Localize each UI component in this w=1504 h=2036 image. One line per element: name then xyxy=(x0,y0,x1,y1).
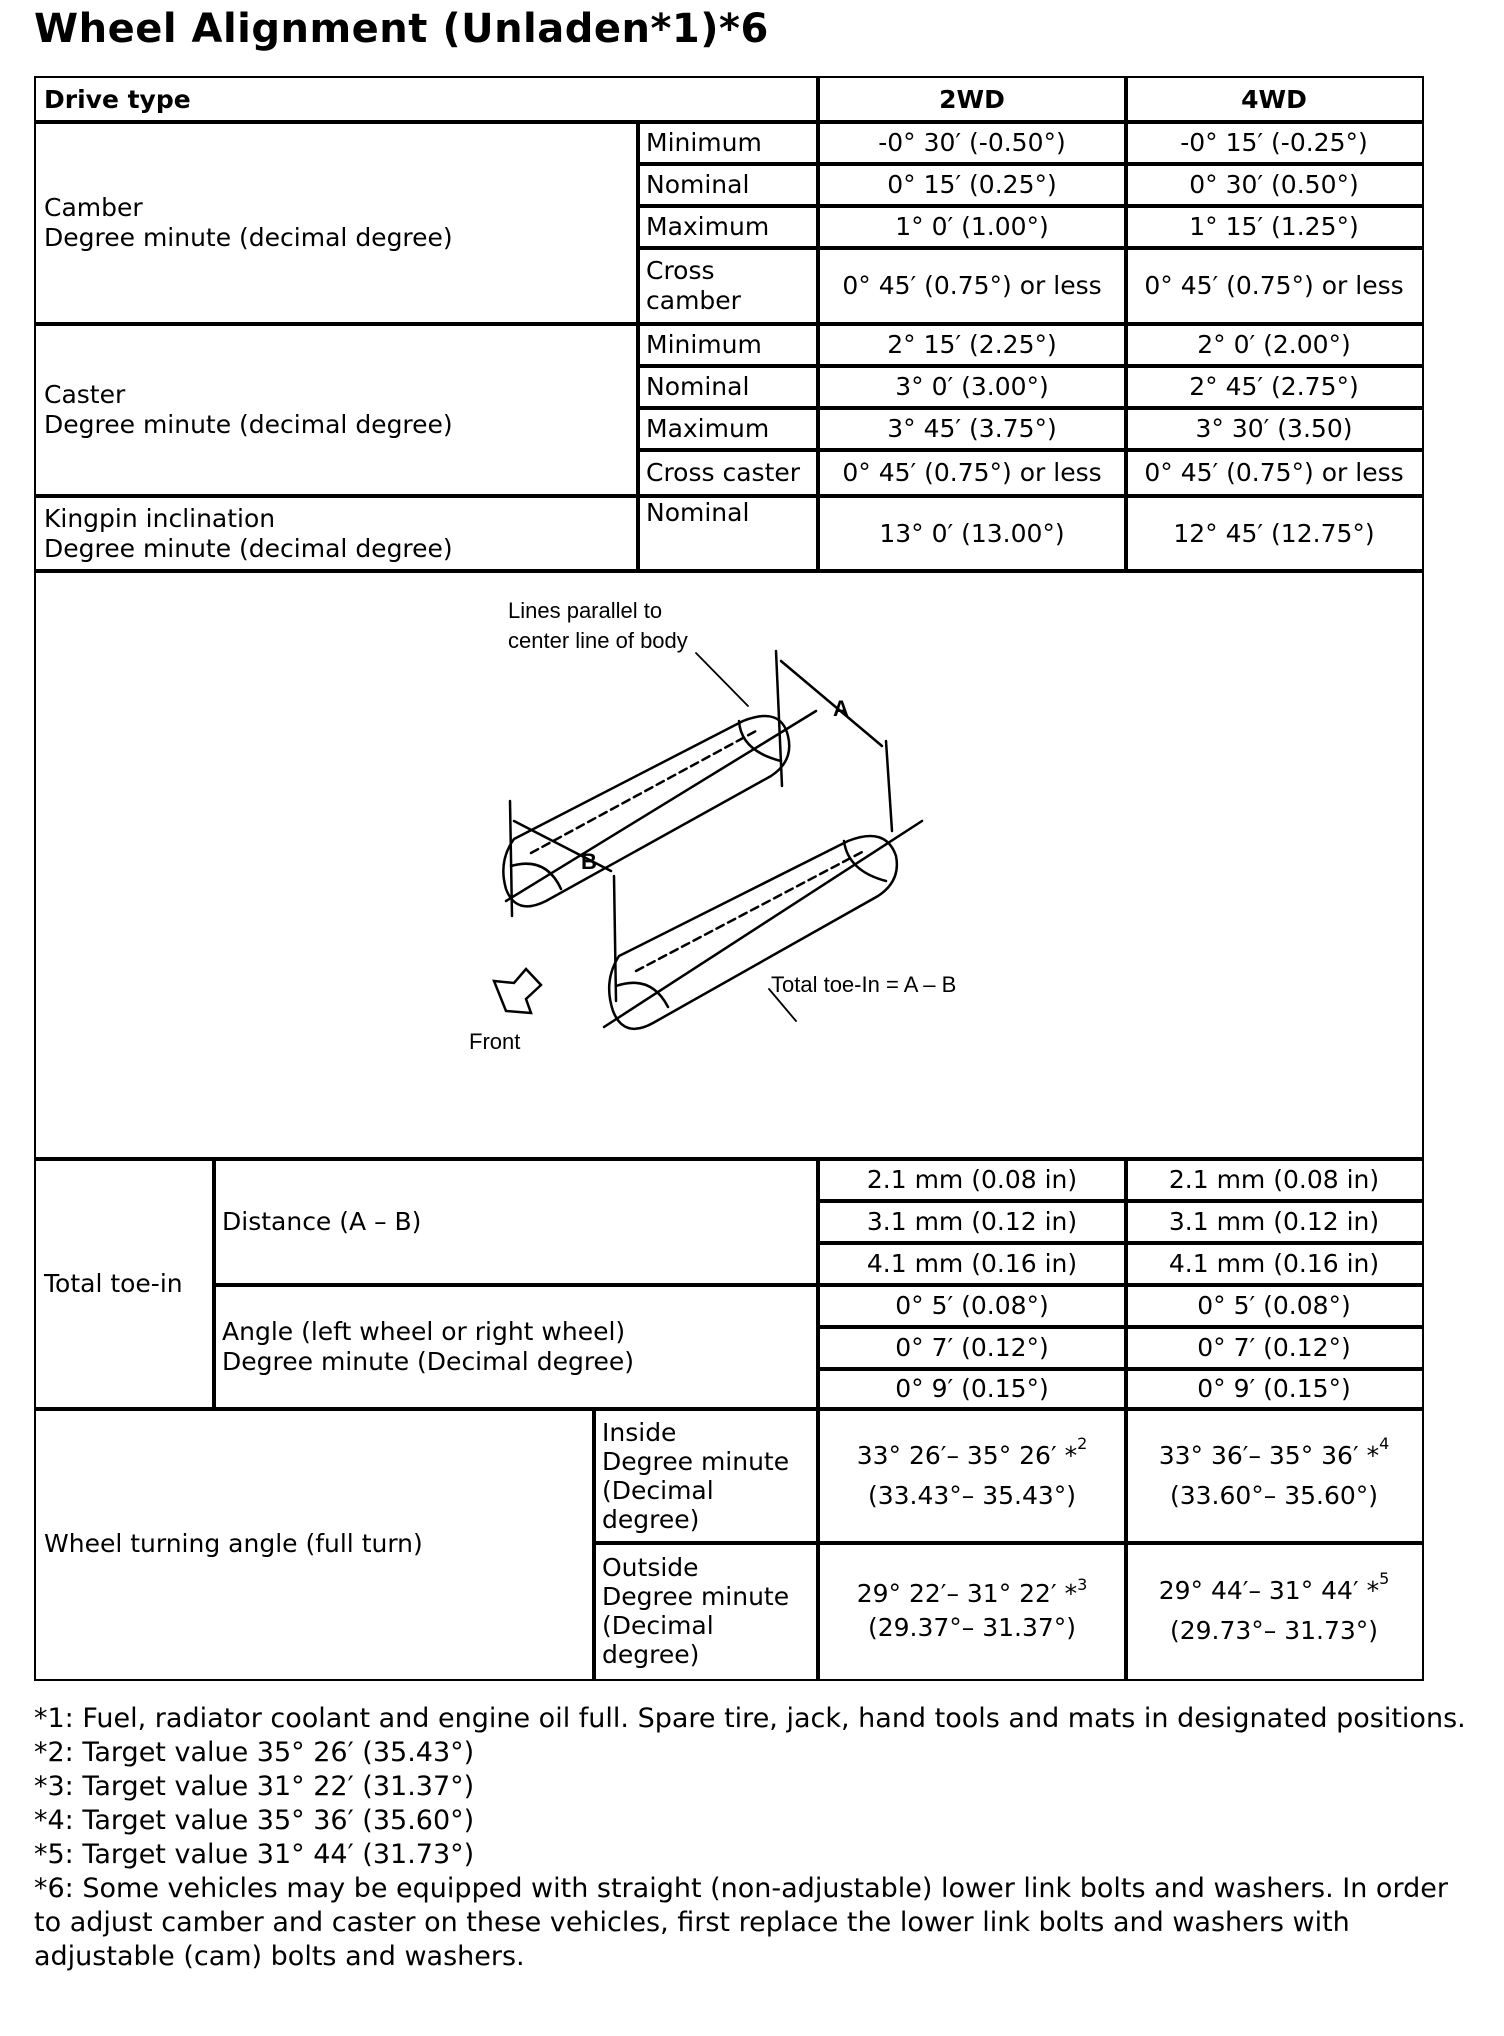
toe-angle-2-4wd: 0° 7′ (0.12°) xyxy=(1124,1325,1424,1371)
kingpin-label xyxy=(34,494,640,573)
caster-cross-4wd: 0° 45′ (0.75°) or less xyxy=(1124,448,1424,498)
footnotes xyxy=(34,1702,1474,1974)
a-dimension-line xyxy=(781,661,882,746)
turning-outside-4wd-deg: 29° 44′– 31° 44′ * xyxy=(1158,1576,1380,1605)
toe-angle-1-2wd: 0° 5′ (0.08°) xyxy=(816,1283,1128,1329)
camber-label-line2: Degree minute (decimal degree) xyxy=(44,223,453,252)
diagram-label-front: Front xyxy=(469,1029,521,1054)
camber-max-label: Maximum xyxy=(636,204,820,250)
footnote-4: *4: Target value 35° 36′ (35.60°) xyxy=(34,1805,475,1836)
camber-min-4wd: -0° 15′ (-0.25°) xyxy=(1124,120,1424,166)
kingpin-label-line1: Kingpin inclination xyxy=(44,503,276,533)
page-title: Wheel Alignment (Unladen*1)*6 xyxy=(34,6,769,52)
camber-label-line1: Camber xyxy=(44,193,143,222)
toe-distance-1-2wd: 2.1 mm (0.08 in) xyxy=(816,1157,1128,1203)
caster-cross-2wd: 0° 45′ (0.75°) or less xyxy=(816,448,1128,498)
turning-outside-label xyxy=(592,1541,820,1681)
caster-label-line1: Caster xyxy=(44,380,126,409)
toe-angle-3-4wd: 0° 9′ (0.15°) xyxy=(1124,1367,1424,1411)
camber-label xyxy=(34,120,640,326)
turning-inside-l1: Inside xyxy=(602,1418,677,1447)
toe-in-angle-label-line2: Degree minute (Decimal degree) xyxy=(222,1347,635,1376)
turning-inside-l2: Degree minute xyxy=(602,1447,790,1476)
kingpin-nominal-label: Nominal xyxy=(636,494,820,573)
turning-inside-label xyxy=(592,1407,820,1545)
footnote-3: *3: Target value 31° 22′ (31.37°) xyxy=(34,1771,475,1802)
header-4wd: 4WD xyxy=(1124,76,1424,124)
caster-max-2wd: 3° 45′ (3.75°) xyxy=(816,406,1128,452)
front-arrow-icon xyxy=(494,969,541,1013)
turning-inside-2wd-range xyxy=(857,1436,1088,1476)
turning-outside-4wd-decimal: (29.73°– 31.73°) xyxy=(1169,1616,1379,1645)
camber-cross-4wd: 0° 45′ (0.75°) or less xyxy=(1124,246,1424,326)
kingpin-label-line2: Degree minute (decimal degree) xyxy=(44,533,453,563)
diagram-label-total-toe-in: Total toe-In = A – B xyxy=(771,972,957,997)
kingpin-4wd: 12° 45′ (12.75°) xyxy=(1124,494,1424,573)
toe-distance-3-4wd: 4.1 mm (0.16 in) xyxy=(1124,1241,1424,1287)
caster-max-4wd: 3° 30′ (3.50) xyxy=(1124,406,1424,452)
caster-label-line2: Degree minute (decimal degree) xyxy=(44,410,453,439)
turning-inside-2wd-deg: 33° 26′– 35° 26′ * xyxy=(856,1441,1078,1470)
turning-inside-l3: (Decimal xyxy=(602,1476,714,1505)
camber-min-label: Minimum xyxy=(636,120,820,166)
toe-in-angle-label xyxy=(212,1283,820,1411)
footnote-6: *6: Some vehicles may be equipped with straight (non-adjustable) lower link bolts and washers. In order to adjust camber and caster on these vehicles, first replace the lower link bolts and washers with adjustable (cam) bolts and washers. xyxy=(34,1873,1457,1972)
kingpin-2wd: 13° 0′ (13.00°) xyxy=(816,494,1128,573)
footnote-2: *2: Target value 35° 26′ (35.43°) xyxy=(34,1737,475,1768)
camber-cross-label: Cross camber xyxy=(636,246,820,326)
turning-inside-4wd-deg: 33° 36′– 35° 36′ * xyxy=(1158,1441,1380,1470)
caster-nom-4wd: 2° 45′ (2.75°) xyxy=(1124,364,1424,410)
turning-inside-4wd-range xyxy=(1159,1436,1390,1476)
turning-inside-4wd-decimal: (33.60°– 35.60°) xyxy=(1169,1481,1379,1510)
turning-inside-2wd-decimal: (33.43°– 35.43°) xyxy=(867,1481,1077,1510)
turning-outside-l4: degree) xyxy=(602,1640,700,1669)
camber-cross-2wd: 0° 45′ (0.75°) or less xyxy=(816,246,1128,326)
toe-angle-3-2wd: 0° 9′ (0.15°) xyxy=(816,1367,1128,1411)
header-drive-type: Drive type xyxy=(34,76,820,124)
center-line-upper xyxy=(506,711,816,901)
footnote-ref-4: 4 xyxy=(1379,1434,1390,1453)
footnote-5: *5: Target value 31° 44′ (31.73°) xyxy=(34,1839,475,1870)
toe-distance-2-4wd: 3.1 mm (0.12 in) xyxy=(1124,1199,1424,1245)
turning-outside-l2: Degree minute xyxy=(602,1582,790,1611)
turning-angle-label: Wheel turning angle (full turn) xyxy=(34,1407,596,1681)
camber-min-2wd: -0° 30′ (-0.50°) xyxy=(816,120,1128,166)
diagram-label-a: A xyxy=(833,696,849,721)
turning-outside-2wd-deg: 29° 22′– 31° 22′ * xyxy=(856,1579,1078,1608)
turning-inside-l4: degree) xyxy=(602,1505,700,1534)
toe-angle-1-4wd: 0° 5′ (0.08°) xyxy=(1124,1283,1424,1329)
turning-inside-2wd xyxy=(816,1407,1128,1545)
caster-min-4wd: 2° 0′ (2.00°) xyxy=(1124,322,1424,368)
caster-max-label: Maximum xyxy=(636,406,820,452)
toe-distance-1-4wd: 2.1 mm (0.08 in) xyxy=(1124,1157,1424,1203)
footnote-ref-2: 2 xyxy=(1077,1434,1088,1453)
footnote-ref-3: 3 xyxy=(1077,1575,1088,1594)
toe-distance-2-2wd: 3.1 mm (0.12 in) xyxy=(816,1199,1128,1245)
diagram-label-parallel-2: center line of body xyxy=(508,628,688,653)
toe-in-label: Total toe-in xyxy=(34,1157,216,1411)
caster-min-2wd: 2° 15′ (2.25°) xyxy=(816,322,1128,368)
camber-nom-2wd: 0° 15′ (0.25°) xyxy=(816,162,1128,208)
turning-inside-4wd xyxy=(1124,1407,1424,1545)
toe-angle-2-2wd: 0° 7′ (0.12°) xyxy=(816,1325,1128,1371)
turning-outside-2wd xyxy=(816,1541,1128,1681)
toe-in-diagram-svg xyxy=(36,571,1421,1158)
header-2wd: 2WD xyxy=(816,76,1128,124)
diagram-label-b: B xyxy=(581,849,597,874)
toe-distance-3-2wd: 4.1 mm (0.16 in) xyxy=(816,1241,1128,1287)
turning-outside-l3: (Decimal xyxy=(602,1611,714,1640)
camber-nom-4wd: 0° 30′ (0.50°) xyxy=(1124,162,1424,208)
camber-nom-label: Nominal xyxy=(636,162,820,208)
turning-outside-2wd-range xyxy=(857,1577,1088,1611)
footnote-ref-5: 5 xyxy=(1379,1569,1390,1588)
diagram-label-parallel-1: Lines parallel to xyxy=(508,598,663,623)
toe-in-diagram xyxy=(34,569,1424,1161)
turning-outside-l1: Outside xyxy=(602,1553,699,1582)
turning-outside-2wd-decimal: (29.37°– 31.37°) xyxy=(867,1613,1077,1642)
caster-cross-label: Cross caster xyxy=(636,448,820,498)
turning-outside-4wd xyxy=(1124,1541,1424,1681)
footnote-1: *1: Fuel, radiator coolant and engine oil full. Spare tire, jack, hand tools and mats in designated positions. xyxy=(34,1703,1466,1734)
caster-min-label: Minimum xyxy=(636,322,820,368)
camber-max-2wd: 1° 0′ (1.00°) xyxy=(816,204,1128,250)
caster-label xyxy=(34,322,640,498)
toe-in-distance-label: Distance (A – B) xyxy=(212,1157,820,1287)
leader-line xyxy=(696,653,748,706)
camber-max-4wd: 1° 15′ (1.25°) xyxy=(1124,204,1424,250)
turning-outside-4wd-range xyxy=(1159,1571,1390,1611)
caster-nom-2wd: 3° 0′ (3.00°) xyxy=(816,364,1128,410)
caster-nom-label: Nominal xyxy=(636,364,820,410)
toe-in-angle-label-line1: Angle (left wheel or right wheel) xyxy=(222,1317,626,1346)
